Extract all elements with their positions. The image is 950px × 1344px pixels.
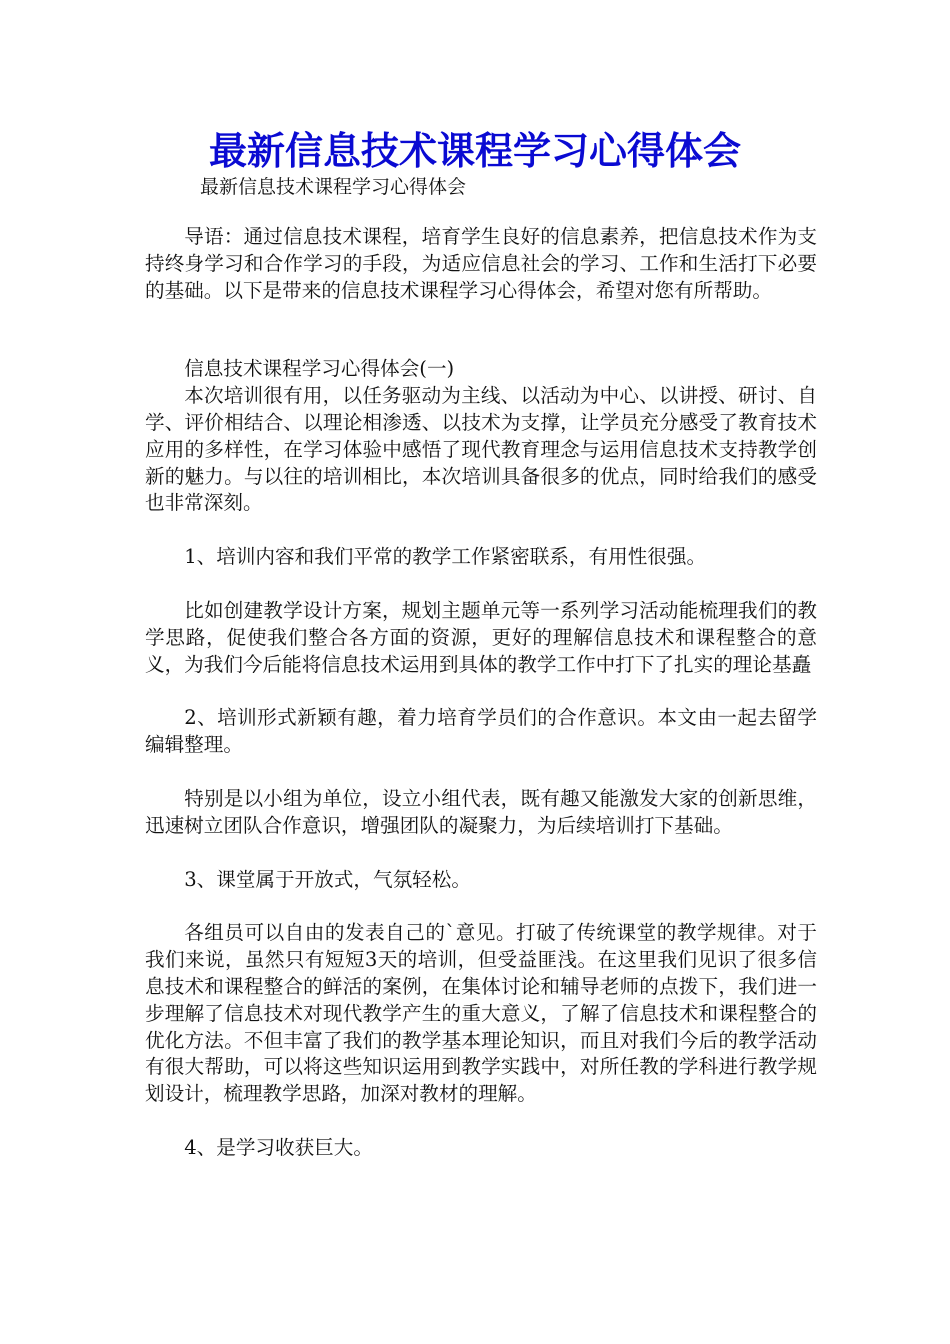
body-paragraph: 本次培训很有用，以任务驱动为主线、以活动为中心、以讲授、研讨、自学、评价相结合、以理论相渗透、以技术为支撑，让学员充分感受了教育技术应用的多样性，在学习体验中感悟了现代教育理念与运用信息技术支持教学创新的魅力。与以往的培训相比，本次培训具备很多的优点，同时给我们的感受也非常深刻。 bbox=[145, 384, 817, 515]
point-heading: 3、课堂属于开放式，气氛轻松。 bbox=[184, 867, 471, 891]
document-title: 最新信息技术课程学习心得体会 bbox=[208, 128, 741, 173]
point-heading: 2、培训形式新颖有趣，着力培育学员们的合作意识。本文由一起去留学编辑整理。 bbox=[145, 706, 817, 757]
body-paragraph: 特别是以小组为单位，设立小组代表，既有趣又能激发大家的创新思维，迅速树立团队合作意识，增强团队的凝聚力，为后续培训打下基础。 bbox=[145, 786, 817, 837]
document-subtitle: 最新信息技术课程学习心得体会 bbox=[200, 176, 467, 198]
point-heading: 4、是学习收获巨大。 bbox=[184, 1135, 373, 1159]
document-body bbox=[145, 224, 817, 1162]
body-paragraph: 比如创建教学设计方案，规划主题单元等一系列学习活动能梳理我们的教学思路，促使我们整合各方面的资源，更好的理解信息技术和课程整合的意义，为我们今后能将信息技术运用到具体的教学工作中打下了扎实的理论基矗 bbox=[145, 598, 817, 676]
body-paragraph: 各组员可以自由的发表自己的`意见。打破了传统课堂的教学规律。对于我们来说，虽然只有短短3天的培训，但受益匪浅。在这里我们见识了很多信息技术和课程整合的鲜活的案例，在集体讨论和辅导老师的点拨下，我们进一步理解了信息技术对现代教学产生的重大意义，了解了信息技术和课程整合的优化方法。不但丰富了我们的教学基本理论知识，而且对我们今后的教学活动有很大帮助，可以将这些知识运用到教学实践中，对所任教的学科进行教学规划设计，梳理教学思路，加深对教材的理解。 bbox=[145, 921, 817, 1106]
section-heading: 信息技术课程学习心得体会(一) bbox=[184, 357, 455, 381]
point-heading: 1、培训内容和我们平常的教学工作紧密联系，有用性很强。 bbox=[184, 545, 707, 569]
intro-paragraph: 导语：通过信息技术课程，培育学生良好的信息素养，把信息技术作为支持终身学习和合作学习的手段，为适应信息社会的学习、工作和生活打下必要的基础。以下是带来的信息技术课程学习心得体会，希望对您有所帮助。 bbox=[145, 225, 817, 302]
